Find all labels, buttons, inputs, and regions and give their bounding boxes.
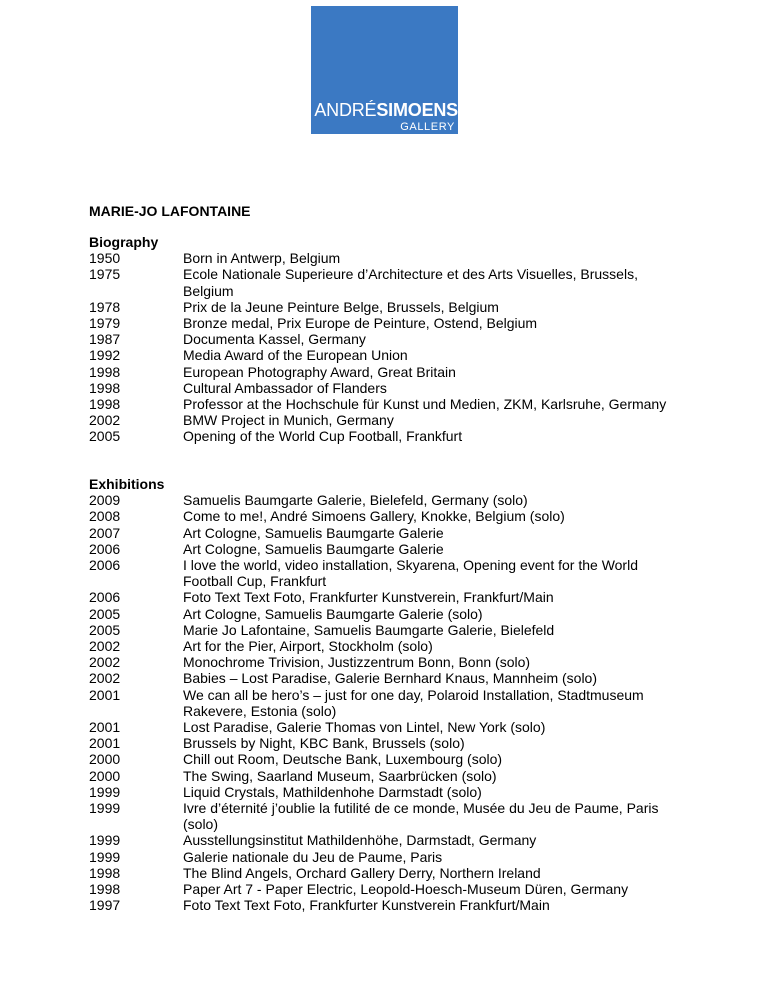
list-item <box>89 768 729 784</box>
entry-year: 1999 <box>89 800 121 817</box>
entry-text: Brussels by Night, KBC Bank, Brussels (solo) <box>183 735 465 752</box>
entry-year: 1998 <box>89 881 121 898</box>
entry-text: Samuelis Baumgarte Galerie, Bielefeld, Germany (solo) <box>183 492 528 509</box>
entry-year: 1979 <box>89 315 121 332</box>
entry-text: Foto Text Text Foto, Frankfurter Kunstverein, Frankfurt/Main <box>183 589 554 606</box>
entry-year: 2005 <box>89 605 121 622</box>
entry-year: 2005 <box>89 621 121 638</box>
list-item <box>89 638 729 654</box>
entry-text: Bronze medal, Prix Europe de Peinture, Ostend, Belgium <box>183 315 538 332</box>
list-item <box>89 428 729 444</box>
list-item <box>89 347 729 363</box>
entry-text: Babies – Lost Paradise, Galerie Bernhard Knaus, Mannheim (solo) <box>183 670 597 687</box>
entry-text: Come to me!, André Simoens Gallery, Knokke, Belgium (solo) <box>183 508 565 525</box>
entry-year: 2006 <box>89 589 121 606</box>
entry-year: 2000 <box>89 767 121 784</box>
list-item <box>89 784 729 800</box>
entry-text: Documenta Kassel, Germany <box>183 331 366 348</box>
entry-text: Lost Paradise, Galerie Thomas von Lintel, New York (solo) <box>183 719 546 736</box>
list-item <box>89 654 729 670</box>
entry-text: Monochrome Trivision, Justizzentrum Bonn, Bonn (solo) <box>183 654 531 671</box>
entry-text: European Photography Award, Great Britain <box>183 363 456 380</box>
entry-year: 1998 <box>89 363 121 380</box>
entry-year: 2006 <box>89 557 121 574</box>
entry-text: Galerie nationale du Jeu de Paume, Paris <box>183 848 443 865</box>
entry-text: Liquid Crystals, Mathildenhohe Darmstadt (solo) <box>183 783 482 800</box>
list-item <box>89 735 729 751</box>
entry-year: 2001 <box>89 686 121 703</box>
entry-text: Paper Art 7 - Paper Electric, Leopold-Hoesch-Museum Düren, Germany <box>183 881 629 898</box>
list-item <box>89 541 729 557</box>
entry-year: 1978 <box>89 298 121 315</box>
list-item <box>89 364 729 380</box>
list-item <box>89 897 729 913</box>
entry-year: 1998 <box>89 379 121 396</box>
entry-text: Media Award of the European Union <box>183 347 408 364</box>
entry-text: Art for the Pier, Airport, Stockholm (solo) <box>183 638 433 655</box>
list-item <box>89 508 729 524</box>
entry-year: 2002 <box>89 654 121 671</box>
list-item <box>89 492 729 508</box>
list-item <box>89 622 729 638</box>
list-item <box>89 849 729 865</box>
entry-text: We can all be hero’s – just for one day, Polaroid Installation, Stadtmuseum Rakevere, Estonia (solo) <box>183 686 644 719</box>
entry-year: 1950 <box>89 250 121 267</box>
biography-section <box>89 234 729 445</box>
entry-year: 2006 <box>89 540 121 557</box>
entry-text: Ivre d’éternité j’oublie la futilité de ce monde, Musée du Jeu de Paume, Paris (solo) <box>183 800 659 833</box>
entry-year: 1975 <box>89 266 121 283</box>
list-item <box>89 396 729 412</box>
list-item <box>89 687 729 719</box>
entry-text: Opening of the World Cup Football, Frankfurt <box>183 428 463 445</box>
logo-name-light: ANDRÉ <box>314 100 377 120</box>
list-item <box>89 800 729 832</box>
entry-text: BMW Project in Munich, Germany <box>183 412 394 429</box>
entry-year: 2009 <box>89 492 121 509</box>
biography-title: Biography <box>89 234 159 250</box>
entry-year: 1999 <box>89 783 121 800</box>
entry-year: 1998 <box>89 864 121 881</box>
entry-year: 2001 <box>89 735 121 752</box>
exhibitions-title: Exhibitions <box>89 476 165 492</box>
list-item <box>89 557 729 589</box>
gallery-logo <box>311 6 458 134</box>
exhibitions-section <box>89 476 729 913</box>
list-item <box>89 719 729 735</box>
entry-year: 1999 <box>89 848 121 865</box>
biography-list <box>89 250 729 444</box>
entry-year: 2002 <box>89 670 121 687</box>
entry-year: 2008 <box>89 508 121 525</box>
list-item <box>89 266 729 298</box>
list-item <box>89 589 729 605</box>
list-item <box>89 412 729 428</box>
list-item <box>89 525 729 541</box>
entry-year: 1987 <box>89 331 121 348</box>
entry-year: 2000 <box>89 751 121 768</box>
logo-wordmark <box>314 101 458 119</box>
list-item <box>89 751 729 767</box>
list-item <box>89 832 729 848</box>
entry-text: Ausstellungsinstitut Mathildenhöhe, Darmstadt, Germany <box>183 832 537 849</box>
entry-text: Professor at the Hochschule für Kunst und Medien, ZKM, Karlsruhe, Germany <box>183 396 667 413</box>
entry-text: Prix de la Jeune Peinture Belge, Brussels, Belgium <box>183 298 499 315</box>
list-item <box>89 315 729 331</box>
entry-year: 2002 <box>89 412 121 429</box>
entry-year: 1998 <box>89 396 121 413</box>
entry-text: Marie Jo Lafontaine, Samuelis Baumgarte Galerie, Bielefeld <box>183 621 555 638</box>
entry-year: 1997 <box>89 897 121 914</box>
entry-text: Born in Antwerp, Belgium <box>183 250 341 267</box>
entry-text: The Swing, Saarland Museum, Saarbrücken (solo) <box>183 767 497 784</box>
list-item <box>89 331 729 347</box>
artist-name: MARIE-JO LAFONTAINE <box>89 203 251 219</box>
entry-year: 1999 <box>89 832 121 849</box>
entry-text: I love the world, video installation, Skyarena, Opening event for the World Football Cup, Frankfurt <box>183 557 638 590</box>
entry-text: Art Cologne, Samuelis Baumgarte Galerie <box>183 524 444 541</box>
entry-text: Cultural Ambassador of Flanders <box>183 379 387 396</box>
list-item <box>89 380 729 396</box>
list-item <box>89 865 729 881</box>
entry-year: 2007 <box>89 524 121 541</box>
list-item <box>89 250 729 266</box>
entry-year: 2005 <box>89 428 121 445</box>
logo-subtitle: GALLERY <box>400 121 455 133</box>
entry-text: Ecole Nationale Superieure d’Architecture et des Arts Visuelles, Brussels, Belgium <box>183 266 638 299</box>
list-item <box>89 606 729 622</box>
list-item <box>89 670 729 686</box>
logo-name-bold: SIMOENS <box>376 100 458 120</box>
entry-text: Chill out Room, Deutsche Bank, Luxembourg (solo) <box>183 751 503 768</box>
entry-text: The Blind Angels, Orchard Gallery Derry, Northern Ireland <box>183 864 541 881</box>
entry-text: Art Cologne, Samuelis Baumgarte Galerie (solo) <box>183 605 483 622</box>
list-item <box>89 299 729 315</box>
entry-text: Foto Text Text Foto, Frankfurter Kunstverein Frankfurt/Main <box>183 897 550 914</box>
entry-year: 2001 <box>89 719 121 736</box>
list-item <box>89 881 729 897</box>
entry-year: 1992 <box>89 347 121 364</box>
entry-text: Art Cologne, Samuelis Baumgarte Galerie <box>183 540 444 557</box>
exhibitions-list <box>89 492 729 913</box>
entry-year: 2002 <box>89 638 121 655</box>
